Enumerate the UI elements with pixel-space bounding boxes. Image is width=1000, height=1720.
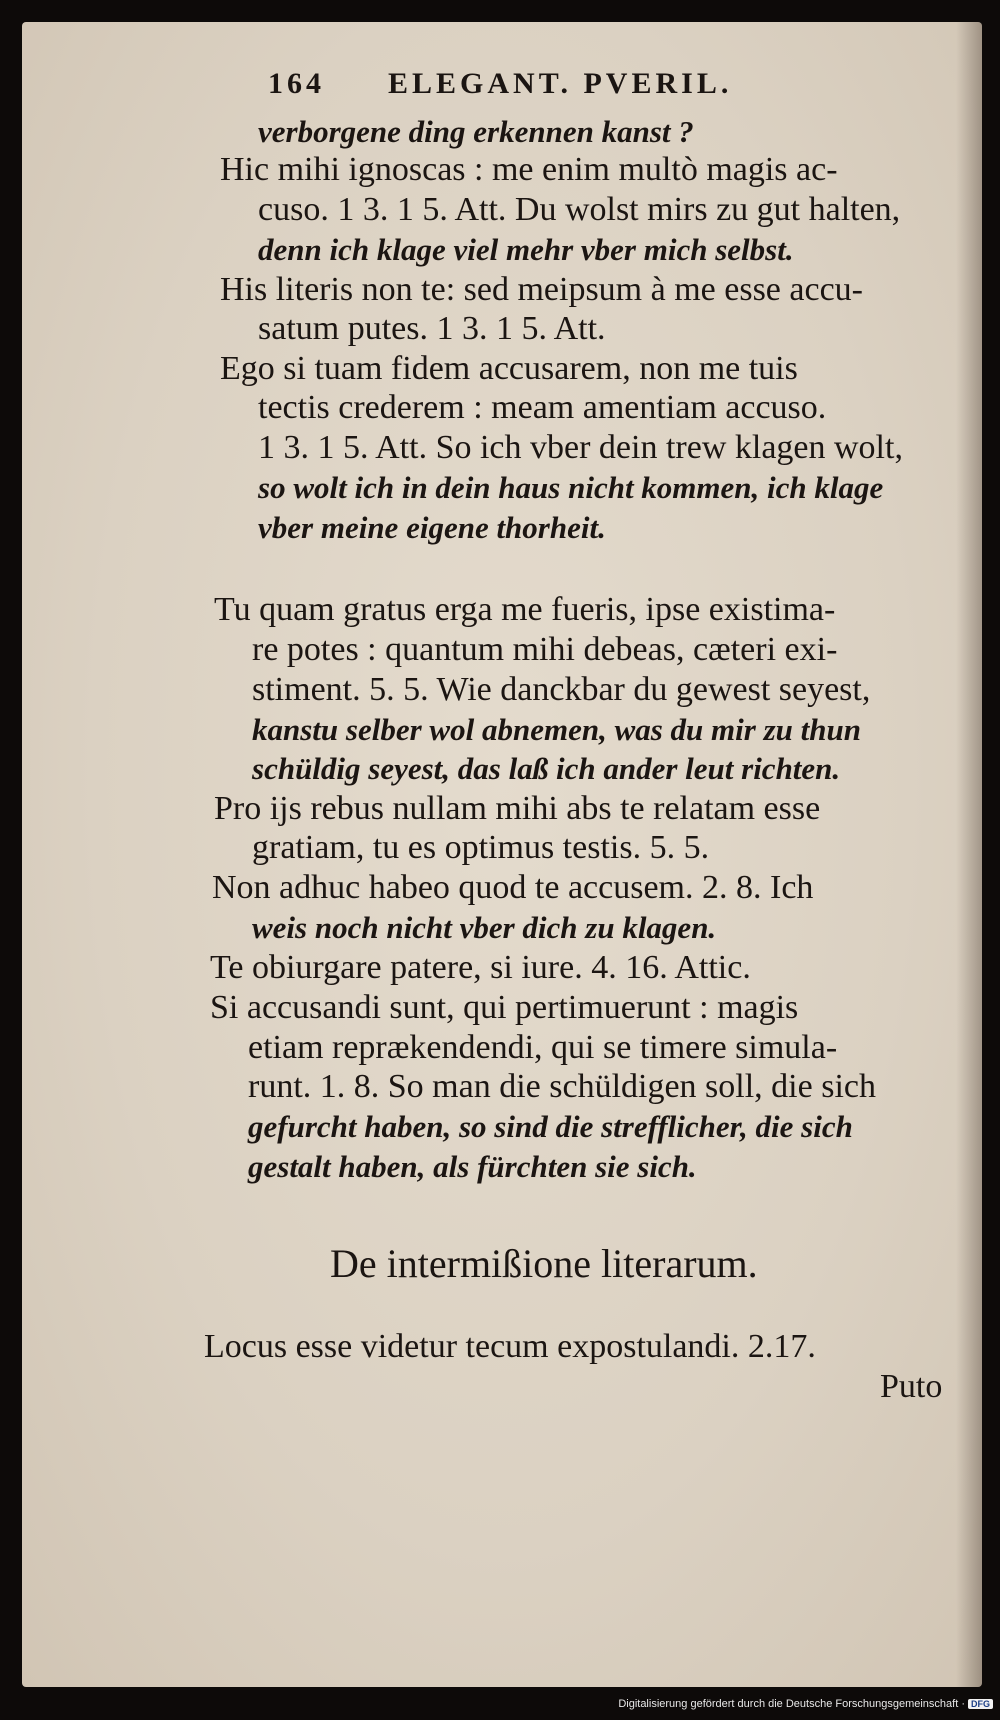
text-line: cuso. 1 3. 1 5. Att. Du wolst mirs zu gut halten, (258, 191, 901, 228)
text-line: re potes : quantum mihi debeas, cæteri exi- (252, 631, 838, 668)
text-line: denn ich klage viel mehr vber mich selbst. (258, 232, 794, 267)
dfg-logo: DFG (968, 1699, 993, 1709)
text-line: kanstu selber wol abnemen, was du mir zu thun (252, 712, 861, 747)
page-gutter-shadow (956, 22, 982, 1687)
text-line: stiment. 5. 5. Wie danckbar du gewest seyest, (252, 671, 871, 708)
text-line: so wolt ich in dein haus nicht kommen, ich klage (258, 470, 884, 505)
credit-text: Digitalisierung gefördert durch die Deutsche Forschungsgemeinschaft · (618, 1698, 965, 1710)
page-number: 164 (268, 67, 325, 100)
section-heading: De intermißione literarum. (330, 1241, 758, 1286)
text-line: His literis non te: sed meipsum à me esse accu- (220, 271, 863, 308)
text-line: 1 3. 1 5. Att. So ich vber dein trew klagen wolt, (258, 429, 903, 466)
text-line: Si accusandi sunt, qui pertimuerunt : magis (210, 989, 799, 1026)
text-line: Non adhuc habeo quod te accusem. 2. 8. Ich (212, 869, 814, 906)
text-line: tectis crederem : meam amentiam accuso. (258, 389, 827, 426)
text-line: Hic mihi ignoscas : me enim multò magis ac- (220, 151, 838, 188)
book-page (22, 22, 982, 1687)
text-line: verborgene ding erkennen kanst ? (258, 114, 694, 149)
text-line: etiam reprækendendi, qui se timere simula- (248, 1029, 838, 1066)
text-line: satum putes. 1 3. 1 5. Att. (258, 310, 606, 347)
text-line: gefurcht haben, so sind die strefflicher, die sich (248, 1109, 853, 1144)
text-line: gratiam, tu es optimus testis. 5. 5. (252, 829, 710, 866)
text-line: vber meine eigene thorheit. (258, 510, 606, 545)
text-line: Tu quam gratus erga me fueris, ipse existima- (214, 591, 836, 628)
text-line: Ego si tuam fidem accusarem, non me tuis (220, 350, 798, 387)
digitization-credit (0, 1698, 993, 1710)
text-line: Locus esse videtur tecum expostulandi. 2.17. (204, 1328, 816, 1365)
running-title: ELEGANT. PVERIL. (388, 67, 733, 100)
text-line: schüldig seyest, das laß ich ander leut richten. (252, 751, 841, 786)
catchword: Puto (880, 1368, 943, 1405)
text-line: runt. 1. 8. So man die schüldigen soll, die sich (248, 1068, 876, 1105)
text-line: gestalt haben, als fürchten sie sich. (248, 1149, 697, 1184)
text-line: Te obiurgare patere, si iure. 4. 16. Attic. (210, 949, 751, 986)
text-line: weis noch nicht vber dich zu klagen. (252, 910, 717, 945)
text-line: Pro ijs rebus nullam mihi abs te relatam esse (214, 790, 821, 827)
